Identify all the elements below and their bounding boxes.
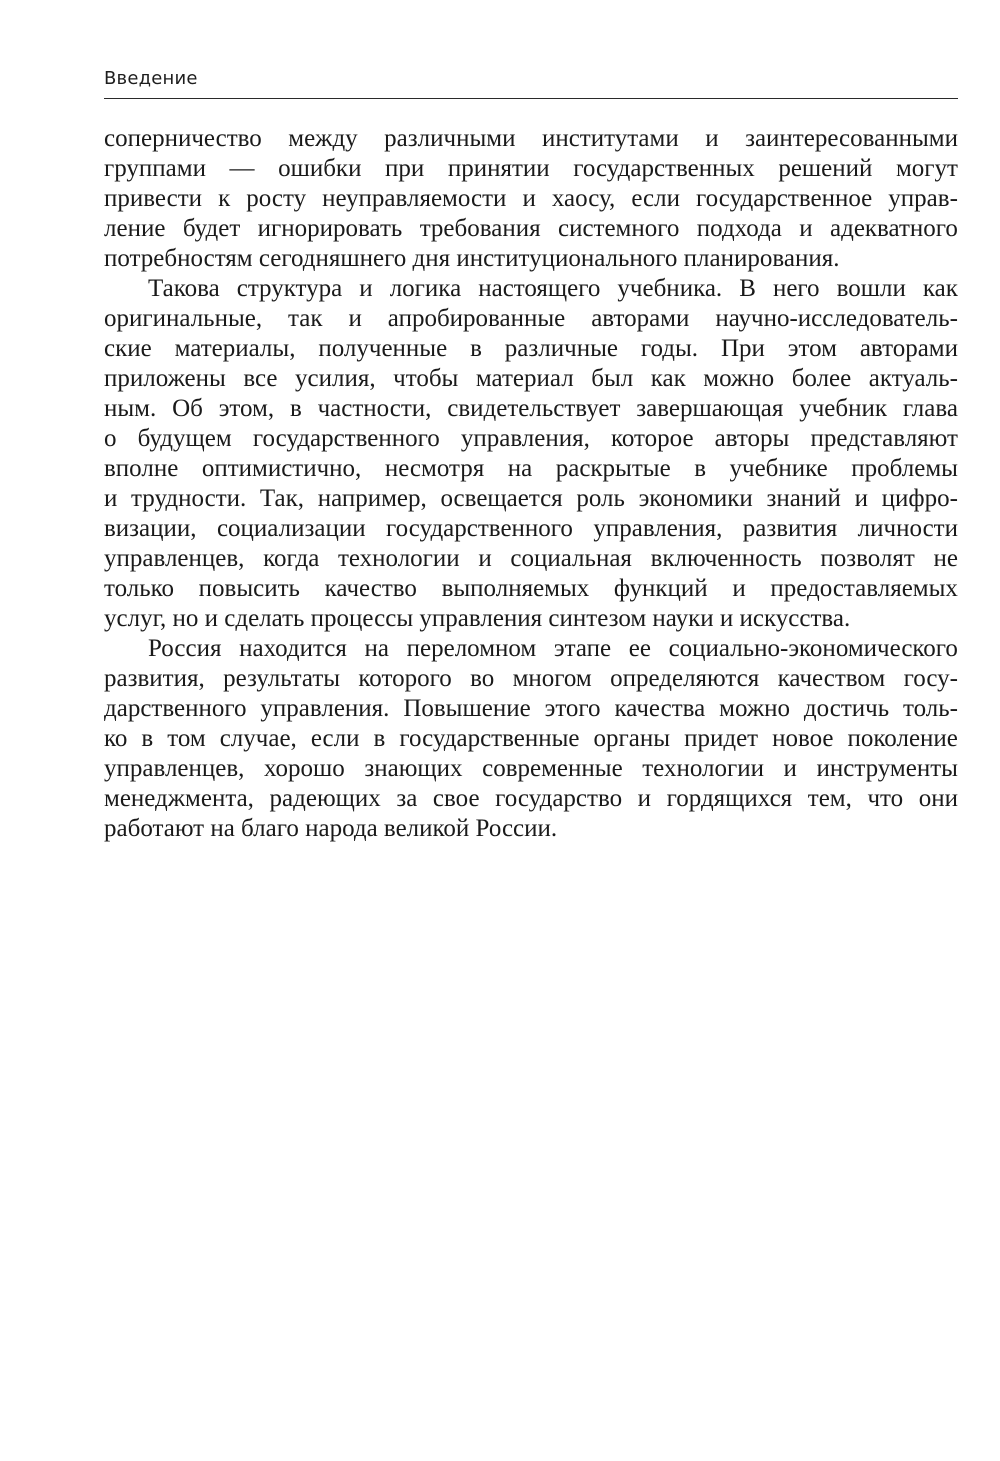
paragraph-3 (104, 634, 958, 844)
text-line: вполне оптимистично, несмотря на раскрытые в учебнике проблемы (104, 455, 958, 482)
running-header: Введение (104, 68, 198, 89)
text-line: приложены все усилия, чтобы материал был как можно более актуаль- (104, 365, 958, 392)
text-line: услуг, но и сделать процессы управления синтезом науки и искусства. (104, 605, 851, 632)
text-line: визации, социализации государственного управления, развития личности (104, 515, 958, 542)
text-line: и трудности. Так, например, освещается роль экономики знаний и цифро- (104, 485, 958, 512)
text-line: ным. Об этом, в частности, свидетельствует завершающая учебник глава (104, 395, 958, 422)
text-line: менеджмента, радеющих за свое государство и гордящихся тем, что они (104, 785, 958, 812)
text-line: ление будет игнорировать требования системного подхода и адекватного (104, 215, 958, 242)
text-line: соперничество между различными институтами и заинтересованными (104, 125, 958, 152)
text-line: работают на благо народа великой России. (104, 815, 558, 842)
paragraph-1 (104, 124, 958, 274)
text-line: потребностям сегодняшнего дня институционального планирования. (104, 245, 840, 272)
text-line: дарственного управления. Повышение этого качества можно достичь толь- (104, 695, 958, 722)
text-line: ко в том случае, если в государственные органы придет новое поколение (104, 725, 958, 752)
text-line: развития, результаты которого во многом определяются качеством госу- (104, 665, 958, 692)
text-line: о будущем государственного управления, которое авторы представляют (104, 425, 958, 452)
text-line: группами — ошибки при принятии государственных решений могут (104, 155, 958, 182)
text-line: Такова структура и логика настоящего учебника. В него вошли как (148, 275, 958, 302)
text-line: управленцев, хорошо знающих современные технологии и инструменты (104, 755, 958, 782)
paragraph-2 (104, 274, 958, 634)
text-line: привести к росту неуправляемости и хаосу, если государственное управ- (104, 185, 958, 212)
text-line: оригинальные, так и апробированные авторами научно-исследователь- (104, 305, 958, 332)
body-text (104, 124, 958, 844)
text-line: управленцев, когда технологии и социальная включенность позволят не (104, 545, 958, 572)
header-divider (104, 98, 958, 99)
text-line: Россия находится на переломном этапе ее социально-экономического (148, 635, 958, 662)
text-line: только повысить качество выполняемых функций и предоставляемых (104, 575, 958, 602)
text-line: ские материалы, полученные в различные годы. При этом авторами (104, 335, 958, 362)
